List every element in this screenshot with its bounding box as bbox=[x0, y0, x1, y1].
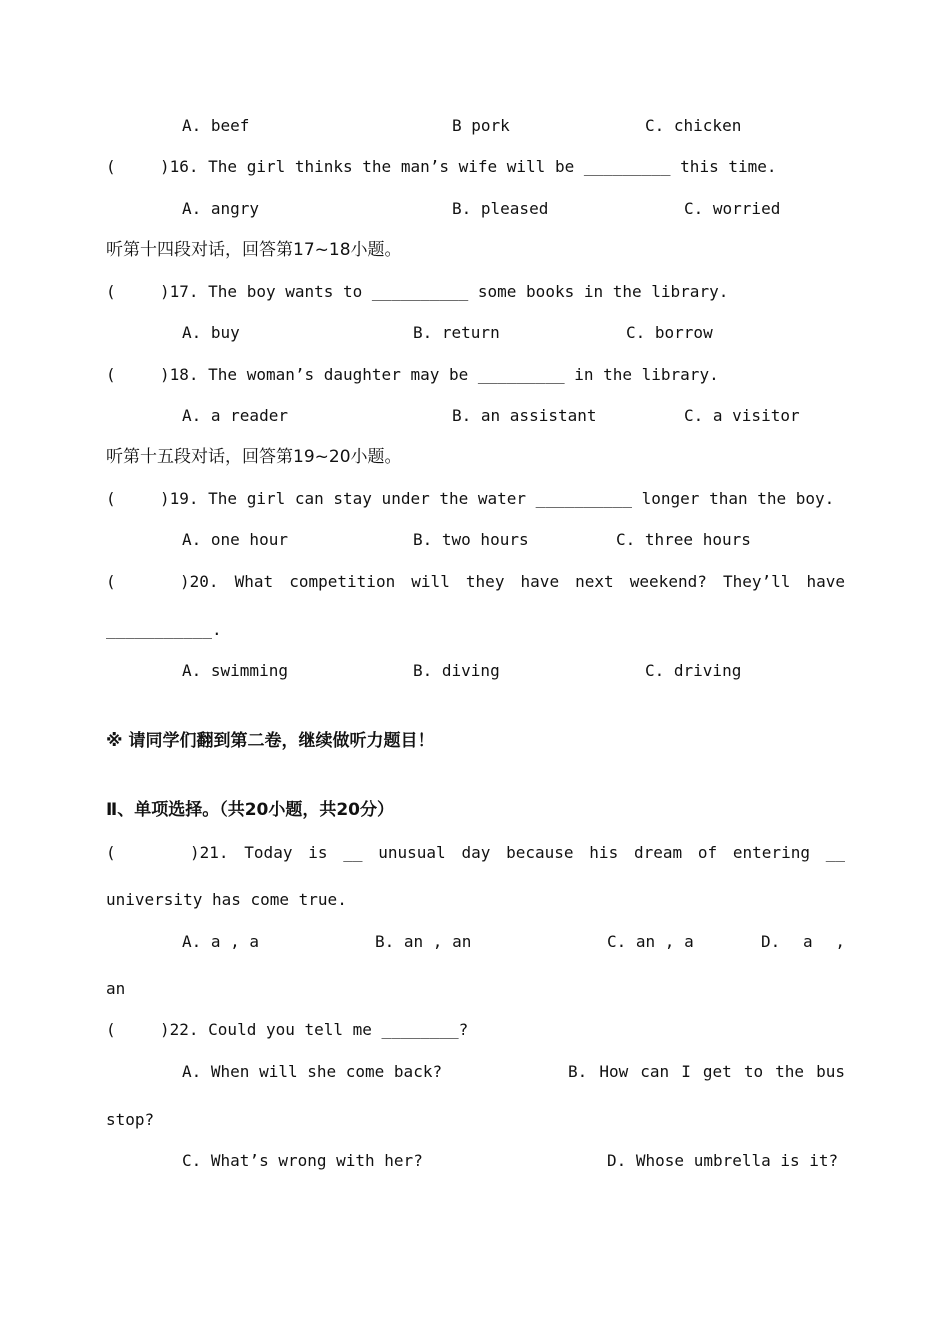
turn-page-notice: ※ 请同学们翻到第二卷，继续做听力题目！ bbox=[106, 731, 435, 751]
q18-paren: ( bbox=[106, 365, 116, 384]
q21-option-d: D. a , bbox=[761, 932, 845, 951]
q21-option-a: A. a , a bbox=[182, 932, 260, 951]
q18-option-b: B. an assistant bbox=[452, 406, 597, 425]
q18-stem: )18. The woman’s daughter may be _________ in the library. bbox=[160, 365, 719, 384]
q18-option-a: A. a reader bbox=[182, 406, 288, 425]
q20-stem-continuation: ___________. bbox=[106, 620, 222, 639]
q21-option-c: C. an , a bbox=[607, 932, 694, 951]
q18-option-c: C. a visitor bbox=[684, 406, 800, 425]
q16-option-b: B. pleased bbox=[452, 199, 549, 218]
q15-option-a: A. beef bbox=[182, 116, 250, 135]
q22-option-b: B. How can I get to the bus bbox=[568, 1062, 845, 1081]
q16-option-a: A. angry bbox=[182, 199, 260, 218]
q19-option-c: C. three hours bbox=[616, 530, 751, 549]
q20-option-a: A. swimming bbox=[182, 661, 288, 680]
q22-option-c: C. What’s wrong with her? bbox=[182, 1151, 423, 1170]
q20-stem: )20. What competition will they have next weekend? They’ll have bbox=[180, 572, 845, 591]
q17-option-b: B. return bbox=[413, 323, 500, 342]
q17-stem: )17. The boy wants to __________ some books in the library. bbox=[160, 282, 729, 301]
q17-option-a: A. buy bbox=[182, 323, 240, 342]
q16-option-c: C. worried bbox=[684, 199, 781, 218]
q20-paren: ( bbox=[106, 572, 116, 591]
q20-option-c: C. driving bbox=[645, 661, 742, 680]
q17-option-c: C. borrow bbox=[626, 323, 713, 342]
q22-stem: )22. Could you tell me ________? bbox=[160, 1020, 469, 1039]
q19-stem: )19. The girl can stay under the water __________ longer than the boy. bbox=[160, 489, 835, 508]
q15-option-b: B pork bbox=[452, 116, 510, 135]
q21-stem: )21. Today is __ unusual day because his dream of entering __ bbox=[190, 843, 845, 862]
q21-stem-continuation: university has come true. bbox=[106, 890, 347, 909]
q20-option-b: B. diving bbox=[413, 661, 500, 680]
q22-option-d: D. Whose umbrella is it? bbox=[607, 1151, 839, 1170]
q22-paren: ( bbox=[106, 1020, 116, 1039]
q16-stem: )16. The girl thinks the man’s wife will be _________ this time. bbox=[160, 157, 777, 176]
section-15-instruction: 听第十五段对话，回答第19~20小题。 bbox=[106, 447, 402, 467]
q21-option-d-continuation: an bbox=[106, 979, 126, 998]
section-14-instruction: 听第十四段对话，回答第17~18小题。 bbox=[106, 240, 402, 260]
q15-option-c: C. chicken bbox=[645, 116, 742, 135]
q22-option-b-continuation: stop? bbox=[106, 1110, 155, 1129]
part-2-heading: Ⅱ、单项选择。（共20小题，共20分） bbox=[106, 800, 395, 820]
q21-paren: ( bbox=[106, 843, 116, 862]
q19-option-b: B. two hours bbox=[413, 530, 529, 549]
q16-paren: ( bbox=[106, 157, 116, 176]
q19-paren: ( bbox=[106, 489, 116, 508]
q19-option-a: A. one hour bbox=[182, 530, 288, 549]
q22-option-a: A. When will she come back? bbox=[182, 1062, 443, 1081]
q21-option-b: B. an , an bbox=[375, 932, 472, 951]
q17-paren: ( bbox=[106, 282, 116, 301]
